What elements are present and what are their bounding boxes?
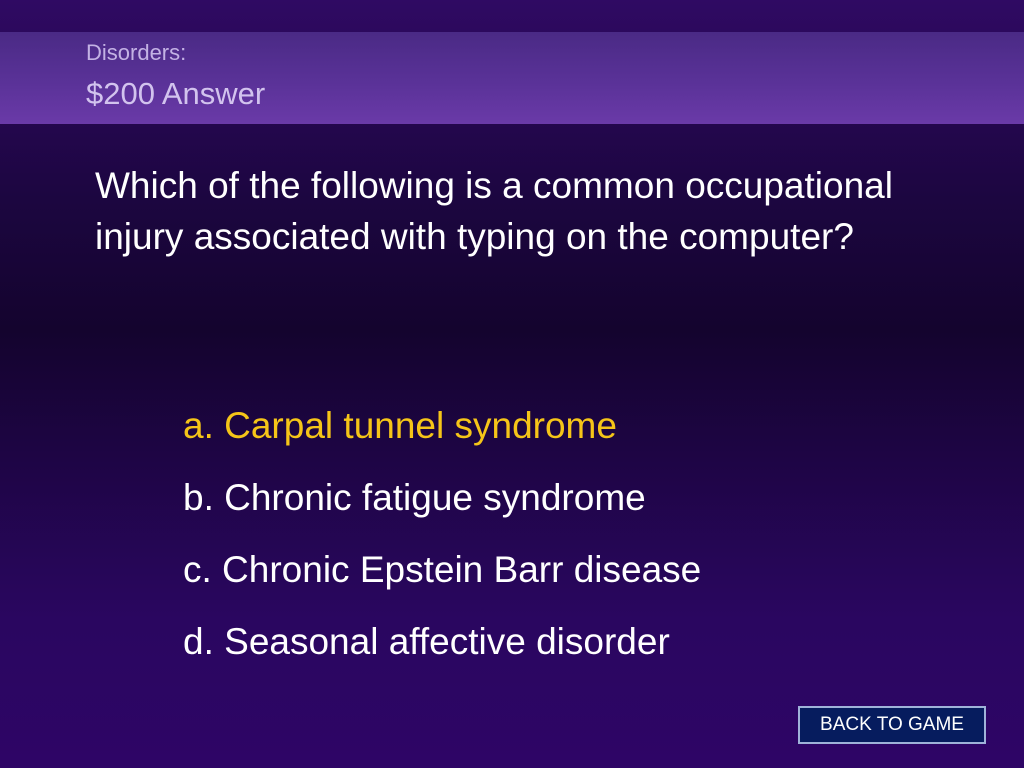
answer-option-d: d. Seasonal affective disorder: [183, 621, 670, 662]
back-to-game-button[interactable]: BACK TO GAME: [798, 706, 986, 744]
category-title: Disorders:: [86, 40, 187, 65]
question-text: Which of the following is a common occupational injury associated with typing on the computer?: [95, 165, 893, 257]
answer-option-a: a. Carpal tunnel syndrome: [183, 405, 617, 446]
slide-title: $200 Answer: [86, 76, 266, 111]
answer-option-b: b. Chronic fatigue syndrome: [183, 477, 646, 518]
answer-options-list: [183, 400, 963, 688]
answer-option-c: c. Chronic Epstein Barr disease: [183, 549, 702, 590]
